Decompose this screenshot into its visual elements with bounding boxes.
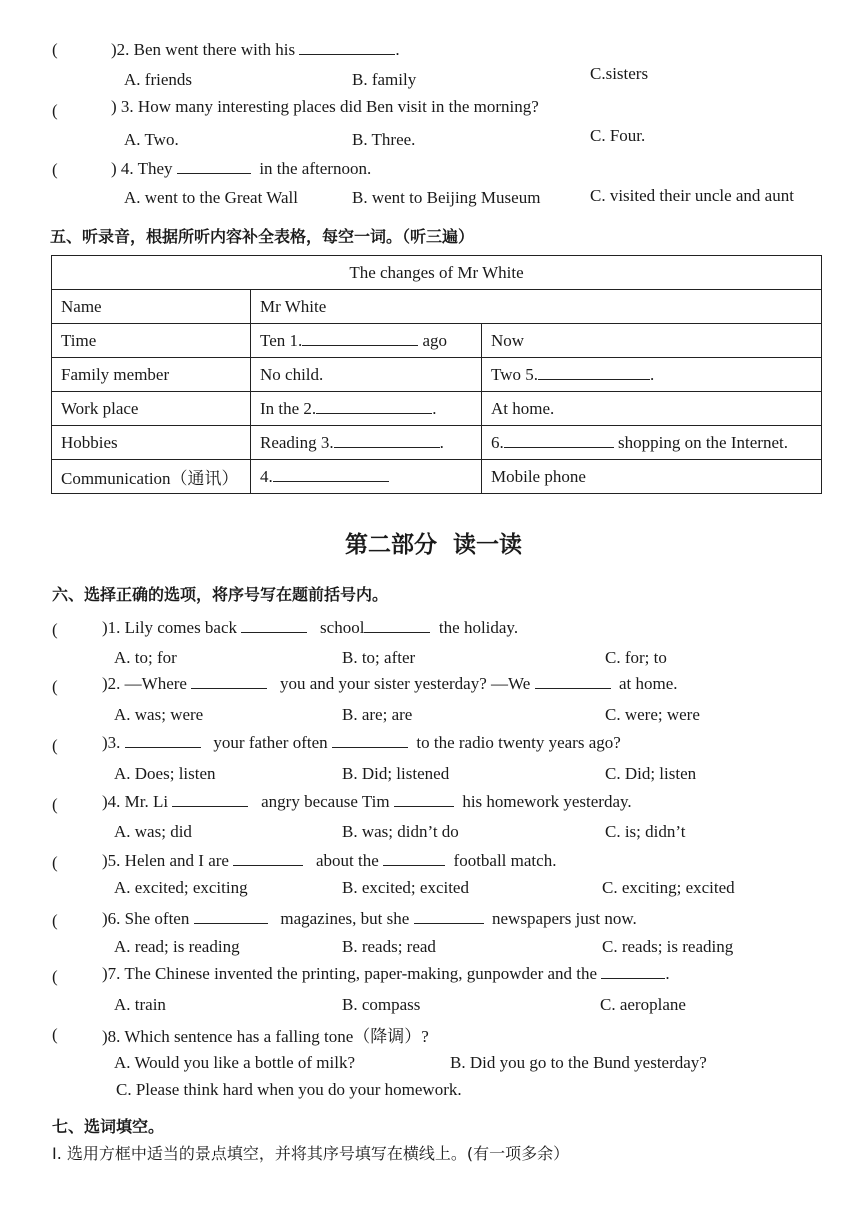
option-a: A. read; is reading	[114, 937, 240, 956]
answer-paren[interactable]: (	[52, 911, 58, 930]
answer-blank-2[interactable]	[316, 399, 432, 414]
option-a: A. train	[114, 995, 166, 1014]
row-label: Communication（通讯）	[52, 460, 251, 494]
then-cell: Reading 3. .	[251, 426, 482, 460]
question-text: )6. She often magazines, but she newspapers just now.	[102, 909, 637, 928]
table-row	[52, 392, 822, 426]
answer-blank[interactable]	[172, 792, 248, 807]
then-cell: 4.	[251, 460, 482, 494]
option-b: B. are; are	[342, 705, 413, 724]
row-label: Hobbies	[52, 426, 251, 460]
answer-blank[interactable]	[364, 618, 430, 633]
table-row	[52, 324, 822, 358]
answer-blank[interactable]	[241, 618, 307, 633]
now-cell: 6. shopping on the Internet.	[482, 426, 822, 460]
answer-blank-3[interactable]	[334, 433, 440, 448]
then-cell: Ten 1. ago	[251, 324, 482, 358]
table-row	[52, 426, 822, 460]
answer-blank[interactable]	[299, 40, 395, 55]
answer-paren[interactable]: (	[52, 677, 58, 696]
option-c: C. Please think hard when you do your homework.	[116, 1080, 462, 1099]
answer-paren[interactable]: (	[52, 853, 58, 872]
answer-blank[interactable]	[233, 851, 303, 866]
answer-blank[interactable]	[601, 964, 665, 979]
changes-table	[51, 255, 822, 494]
option-a: A. went to the Great Wall	[124, 188, 298, 207]
option-b: B. went to Beijing Museum	[352, 188, 541, 207]
question-text: ) 4. They in the afternoon.	[111, 159, 372, 178]
answer-blank-5[interactable]	[538, 365, 650, 380]
option-b: B. Did; listened	[342, 764, 450, 783]
option-c: C.sisters	[590, 64, 649, 83]
option-c: C. were; were	[605, 705, 700, 724]
answer-blank[interactable]	[125, 733, 201, 748]
option-c: C. reads; is reading	[602, 937, 734, 956]
answer-paren[interactable]: (	[52, 101, 58, 120]
answer-paren[interactable]: (	[52, 160, 58, 179]
question-text: )2. Ben went there with his .	[111, 40, 400, 59]
option-a: A. excited; exciting	[114, 878, 248, 897]
question-text: )7. The Chinese invented the printing, paper-making, gunpowder and the .	[102, 964, 670, 983]
table-title-row	[52, 256, 822, 290]
answer-blank[interactable]	[535, 674, 611, 689]
section-7-instruction: I. 选用方框中适当的景点填空，并将其序号填写在横线上。(有一项多余）	[52, 1144, 570, 1163]
table-title: The changes of Mr White	[52, 256, 822, 290]
section-7-heading: 七、选词填空。	[52, 1117, 165, 1136]
option-a: A. Would you like a bottle of milk?	[114, 1053, 356, 1072]
now-cell: Now	[482, 324, 822, 358]
question-text: ) 3. How many interesting places did Ben visit in the morning?	[111, 97, 539, 116]
answer-paren[interactable]: (	[52, 1025, 58, 1044]
question-text: )3. your father often to the radio twenty years ago?	[102, 733, 621, 752]
option-a: A. to; for	[114, 648, 177, 667]
option-b: B. reads; read	[342, 937, 436, 956]
answer-blank[interactable]	[383, 851, 445, 866]
option-a: A. Two.	[124, 130, 179, 149]
option-b: B. Three.	[352, 130, 416, 149]
then-cell: Mr White	[251, 290, 822, 324]
option-b: B. to; after	[342, 648, 416, 667]
then-cell: In the 2. .	[251, 392, 482, 426]
row-label: Family member	[52, 358, 251, 392]
option-a: A. was; were	[114, 705, 204, 724]
answer-blank-4[interactable]	[273, 467, 389, 482]
option-c: C. Did; listen	[605, 764, 697, 783]
row-label: Time	[52, 324, 251, 358]
question-text: )5. Helen and I are about the football match.	[102, 851, 557, 870]
now-cell: Mobile phone	[482, 460, 822, 494]
option-c: C. aeroplane	[600, 995, 686, 1014]
part-2-title: 第二部分 读一读	[344, 532, 522, 558]
answer-paren[interactable]: (	[52, 620, 58, 639]
option-b: B. was; didn’t do	[342, 822, 459, 841]
then-cell: No child.	[251, 358, 482, 392]
answer-blank[interactable]	[332, 733, 408, 748]
section-5-heading: 五、听录音，根据所听内容补全表格，每空一词。（听三遍）	[50, 227, 475, 246]
section-6-heading: 六、选择正确的选项，将序号写在题前括号内。	[52, 585, 389, 604]
option-b: B. compass	[342, 995, 421, 1014]
option-c: C. is; didn’t	[605, 822, 686, 841]
answer-blank-6[interactable]	[504, 433, 614, 448]
answer-blank[interactable]	[414, 909, 484, 924]
question-text: )2. —Where you and your sister yesterday? —We at home.	[102, 674, 678, 693]
table-row	[52, 358, 822, 392]
answer-paren[interactable]: (	[52, 967, 58, 986]
answer-paren[interactable]: (	[52, 795, 58, 814]
option-b: B. excited; excited	[342, 878, 469, 897]
option-b: B. Did you go to the Bund yesterday?	[450, 1053, 707, 1072]
now-cell: At home.	[482, 392, 822, 426]
option-c: C. exciting; excited	[602, 878, 735, 897]
option-b: B. family	[352, 70, 417, 89]
table-row	[52, 290, 822, 324]
answer-blank[interactable]	[191, 674, 267, 689]
option-a: A. Does; listen	[114, 764, 216, 783]
row-label: Name	[52, 290, 251, 324]
row-label: Work place	[52, 392, 251, 426]
option-c: C. Four.	[590, 126, 646, 145]
question-text: )1. Lily comes back school the holiday.	[102, 618, 519, 637]
table-row	[52, 460, 822, 494]
option-c: C. for; to	[605, 648, 667, 667]
option-c: C. visited their uncle and aunt	[590, 186, 794, 205]
now-cell: Two 5. .	[482, 358, 822, 392]
answer-blank-1[interactable]	[302, 331, 418, 346]
answer-blank[interactable]	[177, 159, 251, 174]
answer-paren[interactable]: (	[52, 40, 58, 59]
question-text: )8. Which sentence has a falling tone（降调）?	[102, 1027, 429, 1046]
option-a: A. friends	[124, 70, 192, 89]
option-a: A. was; did	[114, 822, 192, 841]
question-text: )4. Mr. Li angry because Tim his homework yesterday.	[102, 792, 632, 811]
answer-paren[interactable]: (	[52, 736, 58, 755]
answer-blank[interactable]	[194, 909, 268, 924]
answer-blank[interactable]	[394, 792, 454, 807]
